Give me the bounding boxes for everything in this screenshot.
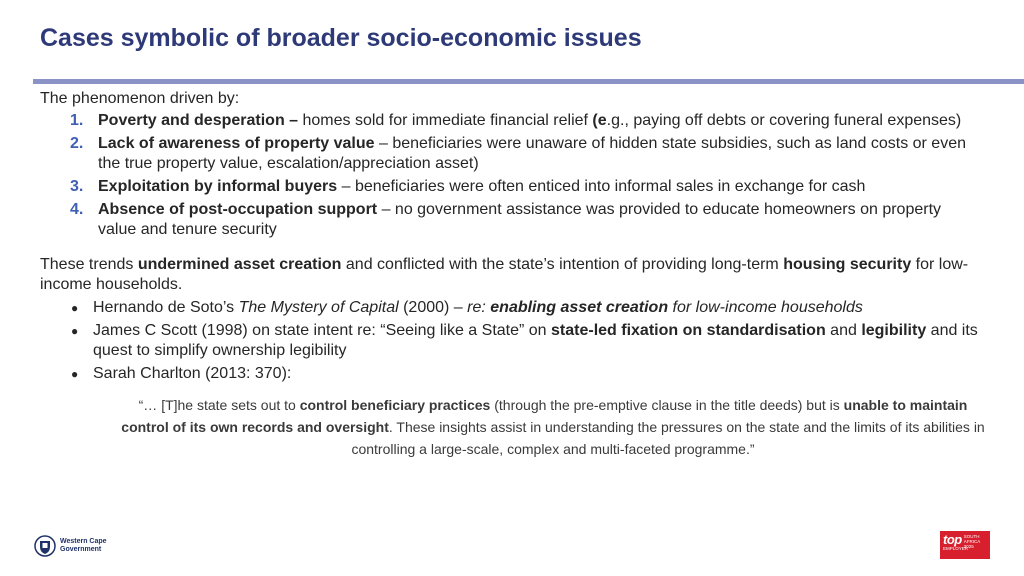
list-number: 3.: [70, 178, 84, 195]
ref-text: Sarah Charlton (2013: 370):: [93, 365, 292, 382]
ref-emphasis: legibility: [861, 322, 927, 339]
list-number: 1.: [70, 112, 84, 129]
list-item: [70, 177, 980, 197]
charlton-quote: [118, 394, 988, 460]
ref-emphasis: state-led fixation on standardisation: [551, 322, 826, 339]
page-title: Cases symbolic of broader socio-economic issues: [40, 24, 642, 52]
ref-text: and its quest to simplify ownership legibility: [93, 322, 978, 359]
quote-text: “… [T]he state sets out to: [138, 397, 300, 413]
list-number: 2.: [70, 135, 84, 152]
trends-text: and conflicted with the state’s intention of providing long-term: [341, 256, 784, 273]
ref-text: Hernando de Soto’s: [93, 299, 239, 316]
driver-emphasis: (e: [592, 112, 607, 129]
list-item: [71, 364, 980, 384]
book-title: The Mystery of Capital: [238, 299, 399, 316]
ref-text: (2000) –: [398, 299, 468, 316]
badge-text: EMPLOYER: [943, 546, 969, 551]
ref-text: James C Scott (1998) on state intent re: “Seeing like a State” on: [93, 322, 552, 339]
title-divider: [33, 79, 1024, 84]
trends-text: for low-income households.: [40, 256, 969, 293]
bullet-icon: ●: [71, 324, 79, 338]
list-item: [71, 298, 980, 318]
slide-body: [40, 89, 985, 460]
trends-emphasis: undermined asset creation: [137, 256, 342, 273]
coat-of-arms-icon: [34, 535, 56, 557]
badge-word: top: [943, 532, 962, 547]
trends-paragraph: [40, 255, 980, 295]
list-item: [71, 321, 980, 361]
driver-text: – beneficiaries were unaware of hidden state subsidies, such as land costs or even the true property value, escalation/appreciation asset): [98, 135, 966, 172]
drivers-list: [40, 111, 980, 240]
badge-text: 2025: [963, 544, 974, 549]
driver-text: – beneficiaries were often enticed into informal sales in exchange for cash: [337, 178, 866, 195]
driver-text: .g., paying off debts or covering funeral expenses): [606, 112, 962, 129]
list-item: [70, 134, 980, 174]
logo-line: Government: [60, 546, 102, 553]
driver-heading: Lack of awareness of property value: [98, 135, 375, 152]
western-cape-logo: [34, 535, 107, 557]
driver-heading: Exploitation by informal buyers: [98, 178, 338, 195]
driver-heading: Absence of post-occupation support: [98, 201, 378, 218]
bullet-icon: ●: [71, 367, 79, 381]
logo-line: Western Cape: [60, 538, 107, 545]
badge-text: AFRICA: [963, 539, 981, 544]
trends-text: These trends: [40, 256, 138, 273]
driver-heading: Poverty and desperation –: [98, 112, 299, 129]
list-number: 4.: [70, 201, 84, 218]
quote-text: . These insights assist in understanding the pressures on the state and the limits of its abilities in controlling a large-scale, complex and multi-faceted programme.”: [351, 419, 985, 457]
list-item: [70, 111, 980, 131]
list-item: [70, 200, 980, 240]
ref-emphasis: enabling asset creation: [490, 299, 669, 316]
quote-emphasis: unable to maintain control of its own records and oversight: [121, 397, 968, 435]
top-employer-badge: [940, 531, 990, 559]
ref-text: and: [825, 322, 862, 339]
intro-text: The phenomenon driven by:: [40, 90, 240, 107]
driver-text: – no government assistance was provided to educate homeowners on property value and tenure security: [98, 201, 942, 238]
ref-italic: re:: [467, 299, 486, 316]
quote-emphasis: control beneficiary practices: [299, 397, 491, 413]
ref-italic: for low-income households: [668, 299, 863, 316]
quote-text: (through the pre-emptive clause in the title deeds) but is: [490, 397, 844, 413]
driver-text: homes sold for immediate financial relief: [298, 112, 593, 129]
bullet-icon: ●: [71, 301, 79, 315]
badge-text: SOUTH: [963, 534, 980, 539]
trends-emphasis: housing security: [783, 256, 912, 273]
references-list: [40, 298, 980, 384]
